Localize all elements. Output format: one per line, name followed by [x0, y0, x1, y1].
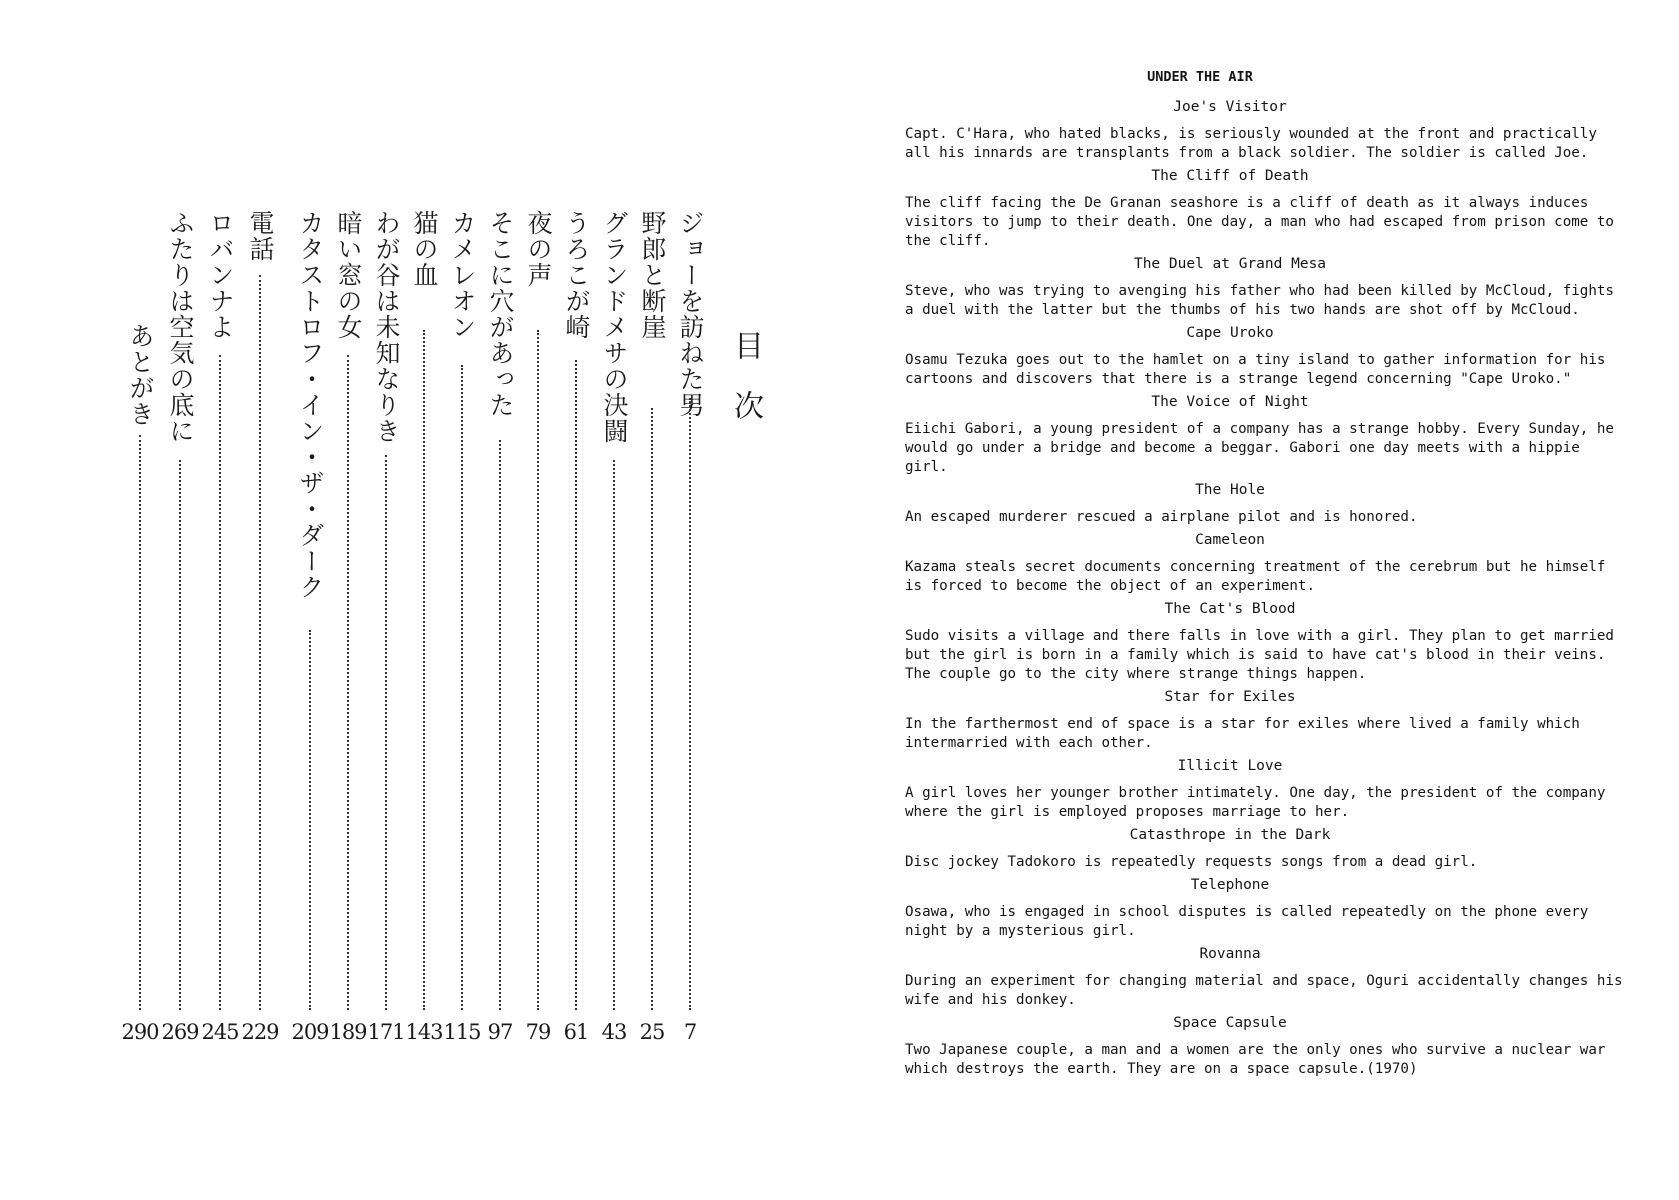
story-body: Sudo visits a village and there falls in love with a girl. They plan to get married but the girl is born in a family which is said to have cat's blood in their veins. The couple go to the city where strange things happen. — [905, 628, 1614, 682]
dot-leader — [499, 440, 501, 1010]
story-body: During an experiment for changing material and space, Oguri accidentally changes his wife and his donkey. — [905, 973, 1623, 1008]
toc-entry-title: 猫の血 — [410, 210, 439, 288]
story-summary — [905, 826, 1625, 872]
toc-entry-title: 野郎と断崖 — [638, 210, 667, 340]
story-body: Steve, who was trying to avenging his father who had been killed by McCloud, fights a duel with the latter but the thumbs of his two hands are shot off by McCloud. — [905, 283, 1614, 318]
toc-page — [0, 0, 800, 1200]
toc-entry-title: そこに穴があった — [486, 210, 515, 418]
dot-leader — [139, 435, 141, 1010]
story-summary — [905, 393, 1625, 477]
story-summary — [905, 945, 1625, 1010]
story-title: The Cliff of Death — [1151, 168, 1309, 184]
story-title: Rovanna — [1199, 946, 1261, 962]
toc-entry-title: 電話 — [246, 210, 275, 262]
toc-entry-title: ジョーを訪ねた男 — [676, 210, 705, 418]
dot-leader — [259, 275, 261, 1010]
toc-entry-page: 7 — [683, 1020, 697, 1044]
toc-entry-page: 290 — [121, 1020, 159, 1044]
toc-entry-page: 209 — [291, 1020, 329, 1044]
story-summary — [905, 481, 1625, 527]
toc-entry-title: うろこが崎 — [562, 210, 591, 340]
dot-leader — [575, 360, 577, 1010]
toc-heading: 目次 — [728, 330, 763, 450]
toc-entry-page: 61 — [563, 1020, 589, 1044]
toc-entry-title: あとがき — [126, 323, 155, 427]
toc-entry-page: 189 — [329, 1020, 367, 1044]
toc-entry-page: 97 — [487, 1020, 513, 1044]
toc-entry-title: カタストロフ・イン・ザ・ダーク — [296, 210, 325, 600]
toc-entry-page: 79 — [525, 1020, 551, 1044]
summary-page — [905, 68, 1625, 1083]
dot-leader — [309, 630, 311, 1010]
toc-entry — [290, 0, 330, 1200]
story-body: An escaped murderer rescued a airplane pilot and is honored. — [905, 509, 1418, 525]
summary-title: UNDER THE AIR — [1147, 69, 1253, 85]
dot-leader — [651, 408, 653, 1010]
dot-leader — [219, 355, 221, 1010]
toc-entry-title: ロバンナよ — [206, 210, 235, 340]
story-summary — [905, 324, 1625, 389]
toc-entry-page: 143 — [405, 1020, 443, 1044]
story-body: Osamu Tezuka goes out to the hamlet on a tiny island to gather information for his cartoons and discovers that there is a strange legend concerning "Cape Uroko." — [905, 352, 1606, 387]
story-body: Two Japanese couple, a man and a women are the only ones who survive a nuclear war which destroys the earth. They are on a space capsule.(1970) — [905, 1042, 1606, 1077]
dot-leader — [689, 398, 691, 1010]
toc-entry-page: 269 — [161, 1020, 199, 1044]
dot-leader — [613, 460, 615, 1010]
toc-entry-page: 171 — [367, 1020, 405, 1044]
toc-entry-page: 229 — [241, 1020, 279, 1044]
dot-leader — [423, 330, 425, 1010]
dot-leader — [347, 355, 349, 1010]
story-body: Osawa, who is engaged in school disputes is called repeatedly on the phone every night by a mysterious girl. — [905, 904, 1589, 939]
dot-leader — [179, 460, 181, 1010]
story-body: The cliff facing the De Granan seashore is a cliff of death as it always induces visitors to jump to their death. One day, a man who had escaped from prison come to the cliff. — [905, 195, 1614, 249]
toc-entry-page: 43 — [601, 1020, 627, 1044]
toc-entry-page: 245 — [201, 1020, 239, 1044]
toc-entry-title: 夜の声 — [524, 210, 553, 288]
story-body: A girl loves her younger brother intimately. One day, the president of the company where the girl is employed proposes marriage to her. — [905, 785, 1606, 820]
story-summary — [905, 98, 1625, 163]
story-body: Kazama steals secret documents concerning treatment of the cerebrum but he himself is forced to become the object of an experiment. — [905, 559, 1606, 594]
story-title: The Voice of Night — [1151, 394, 1309, 410]
story-body: In the farthermost end of space is a star for exiles where lived a family which intermarried with each other. — [905, 716, 1580, 751]
story-title: Illicit Love — [1177, 758, 1283, 774]
story-title: The Hole — [1195, 482, 1265, 498]
story-summary — [905, 757, 1625, 822]
story-title: Telephone — [1190, 877, 1270, 893]
story-body: Capt. C'Hara, who hated blacks, is seriously wounded at the front and practically all his innards are transplants from a black soldier. The soldier is called Joe. — [905, 126, 1597, 161]
dot-leader — [537, 330, 539, 1010]
story-title: Star for Exiles — [1164, 689, 1296, 705]
story-title: The Duel at Grand Mesa — [1133, 256, 1327, 272]
story-title: Space Capsule — [1173, 1015, 1287, 1031]
toc-entry-title: ふたりは空気の底に — [166, 210, 195, 444]
story-title: Catasthrope in the Dark — [1129, 827, 1331, 843]
story-summary — [905, 255, 1625, 320]
toc-entry-page: 115 — [443, 1020, 481, 1044]
story-summary — [905, 600, 1625, 684]
story-title: Joe's Visitor — [1173, 99, 1287, 115]
story-body: Disc jockey Tadokoro is repeatedly requests songs from a dead girl. — [905, 854, 1478, 870]
story-summary — [905, 531, 1625, 596]
toc-entry-page: 25 — [639, 1020, 665, 1044]
story-title: The Cat's Blood — [1164, 601, 1296, 617]
dot-leader — [385, 455, 387, 1010]
toc-entry — [120, 0, 160, 1200]
story-summary — [905, 876, 1625, 941]
dot-leader — [461, 365, 463, 1010]
story-summary — [905, 688, 1625, 753]
toc-entry-title: 暗い窓の女 — [334, 210, 363, 340]
toc-entry-title: わが谷は未知なりき — [372, 210, 401, 444]
story-body: Eiichi Gabori, a young president of a company has a strange hobby. Every Sunday, he would go under a bridge and become a beggar. Gabori one day meets with a hippie girl. — [905, 421, 1614, 475]
story-title: Cameleon — [1195, 532, 1265, 548]
toc-entry-title: カメレオン — [448, 210, 477, 340]
story-title: Cape Uroko — [1186, 325, 1274, 341]
story-summary — [905, 1014, 1625, 1079]
toc-entry-title: グランドメサの決闘 — [600, 210, 629, 444]
story-summary — [905, 167, 1625, 251]
